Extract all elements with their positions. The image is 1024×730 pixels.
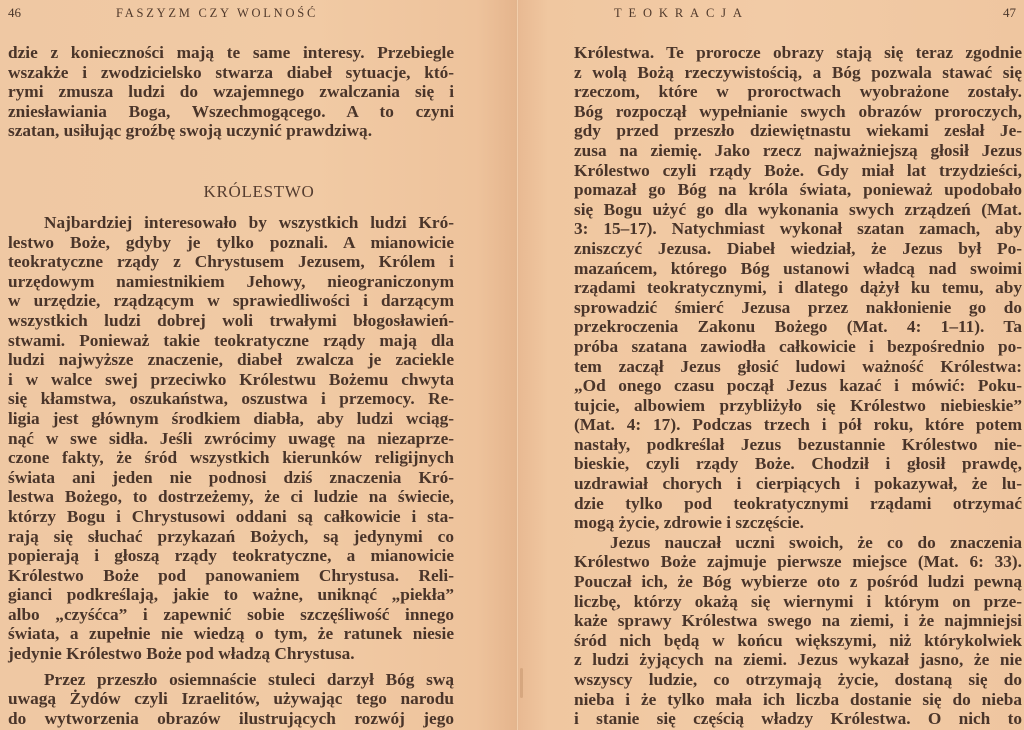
text-line: Królestwo Boże pod panowaniem Chrystusa. Reli-	[8, 565, 454, 585]
text-line: teokratyczne rządy z Chrystusem Jezusem, Królem i	[8, 252, 454, 272]
book-gutter	[516, 0, 519, 730]
running-title-left: FASZYZM CZY WOLNOŚĆ	[116, 6, 319, 20]
text-line: Przez przeszło osiemnaście stuleci darzył Bóg swą	[44, 669, 454, 689]
text-line: „Od onego czasu począł Jezus kazać i mówić: Poku-	[574, 376, 1022, 396]
text-line: którzy Bogu i Chrystusowi oddani są całkowicie i sta-	[8, 506, 454, 526]
text-line: bieskie, czyli rządy Boże. Chodził i głosił prawdę,	[574, 454, 1022, 474]
text-line: zniesławiania Boga, Wszechmogącego. A to czyni	[8, 101, 454, 121]
text-line: rymi zmusza ludzi do wzajemnego zwalczania się i	[8, 82, 454, 102]
paper-crease-mark	[520, 668, 523, 698]
page-number-right: 47	[1003, 5, 1016, 20]
text-line: czone fakty, że śród wszystkich kierunków religijnych	[8, 448, 454, 468]
text-line: zusa na ziemię. Jako rzecz najważniejszą głosił Jezus	[574, 140, 1022, 160]
text-line: Królestwo Boże zajmuje pierwsze miejsce (Mat. 6: 33).	[574, 552, 1022, 572]
text-line: się Bogu użyć go dla wykonania swych zrządzeń (Mat.	[574, 199, 1022, 219]
text-line: wszystkich ludzi dobrej woli trwałymi błogosławień-	[8, 310, 454, 330]
text-line: Pouczał ich, że Bóg wybierze oto z pośród ludzi pewną	[574, 572, 1022, 592]
text-line: w urzędzie, rządzącym w sprawiedliwości i darzącym	[8, 291, 454, 311]
text-line: pomazał go Bóg na króla świata, ponieważ upodobało	[574, 180, 1022, 200]
text-line: urzędowym namiestnikiem Jehowy, nieograniczonym	[8, 271, 454, 291]
text-line: popierają i głoszą rządy teokratyczne, a mianowicie	[8, 546, 454, 566]
text-line: rają się słuchać przykazań Bożych, są jedynymi co	[8, 526, 454, 546]
running-title-right: TEOKRACJA	[614, 6, 749, 20]
text-line: tem zaczął Jezus głosić ludowi ważność Królestwa:	[574, 356, 1022, 376]
text-line: rzeczom, które w proroctwach wyobrażone zostały.	[574, 82, 1022, 102]
text-line: gianci podkreślają, jakie to ważne, uniknąć „piekła”	[8, 585, 454, 605]
text-line: 3: 15–17). Natychmiast wykonał szatan zamach, aby	[574, 219, 1022, 239]
text-line: z wolą Bożą rzeczywistością, a Bóg pozwala stawać się	[574, 62, 1022, 82]
text-line: nąć w swe sidła. Jeśli zwrócimy uwagę na niezaprze-	[8, 428, 454, 448]
text-line: mogą życie, zdrowie i szczęście.	[574, 513, 804, 533]
text-line: ligia jest głównym środkiem diabła, aby ludzi wciąg-	[8, 408, 454, 428]
text-line: lestwo Boże, gdyby je tylko poznali. A mianowicie	[8, 232, 454, 252]
text-line: Najbardziej interesowało by wszystkich ludzi Kró-	[44, 213, 454, 232]
text-line: rządami teokratycznymi, i dlatego dążył ku temu, aby	[574, 278, 1022, 298]
text-line: zniszczyć Jezusa. Diabeł wiedział, że Jezus był Po-	[574, 238, 1022, 258]
text-line: się kłamstwa, oszukaństwa, oszustwa i przemocy. Re-	[8, 389, 454, 409]
text-line: dzie tylko pod teokratycznymi rządami otrzymać	[574, 493, 1022, 513]
text-line: świata ani jeden nie podnosi dziś znaczenia Kró-	[8, 467, 454, 487]
text-line: gdy przed przeszło dziewiętnastu wiekami zesłał Je-	[574, 121, 1022, 141]
text-line: przekroczenia Zakonu Bożego (Mat. 4: 1–11). Ta	[574, 317, 1022, 337]
text-line: stwami. Ponieważ takie teokratyczne rządy mają dla	[8, 330, 454, 350]
text-line: Królestwo czyli rządy Boże. Gdy miał lat trzydzieści,	[574, 160, 1022, 180]
text-line: do wytworzenia obrazów ilustrujących rozwój jego	[8, 708, 454, 728]
text-line: i w walce swej przeciwko Królestwu Bożemu chwyta	[8, 369, 454, 389]
text-line: wszakże i zwodzicielsko stwarza diabeł sytuacje, któ-	[8, 62, 454, 82]
text-line: i stanie się częścią władzy Królestwa. O nich to	[574, 709, 1022, 729]
text-line: świata, a zupełnie nie wiedzą o tym, że ratunek niesie	[8, 624, 454, 644]
text-line: sprowadzić śmierć Jezusa przez nakłonienie go do	[574, 297, 1022, 317]
left-text-block-2	[8, 213, 454, 728]
text-line: jedynie Królestwo Boże pod władzą Chrystusa.	[8, 644, 355, 664]
text-line: tujcie, albowiem przybliżyło się Królestwo niebieskie”	[574, 395, 1022, 415]
text-line: uzdrawiał chorych i cierpiących i pokazywał, że lu-	[574, 474, 1022, 494]
section-heading: KRÓLESTWO	[203, 182, 315, 201]
text-line: Jezus nauczał uczni swoich, że co do znaczenia	[610, 532, 1022, 552]
text-line: nieba i że tylko mała ich liczba dostanie się do nieba	[574, 689, 1022, 709]
text-line: każe sprawy Królestwa swego na ziemi, i że najmniejsi	[574, 611, 1022, 631]
text-line: albo „czyśćca” i zapewnić sobie szczęśliwość innego	[8, 604, 454, 624]
text-line: nastały, podkreślał Jezus bezustannie Królestwo nie-	[574, 434, 1022, 454]
text-line: z ludzi żyjących na ziemi. Jezus wykazał jasno, że nie	[574, 650, 1022, 670]
text-line: ludzi najwyższe znaczenie, diabeł zwalcza je zaciekle	[8, 350, 454, 370]
page-number-left: 46	[8, 5, 21, 20]
text-line: Królestwa. Te prorocze obrazy stają się teraz zgodnie	[574, 43, 1022, 62]
text-line: liczbę, którzy okażą się wiernymi i którym on prze-	[574, 591, 1022, 611]
left-text-block-1	[8, 43, 454, 141]
text-line: szatan, usiłując groźbę swoją uczynić prawdziwą.	[8, 121, 373, 141]
text-line: wszyscy ludzie, co otrzymają życie, dostaną się do	[574, 670, 1022, 689]
text-line: próba szatana zawiodła całkowicie i bezpośrednio po-	[574, 336, 1022, 356]
right-text-block	[574, 43, 1022, 729]
text-line: śród nich będą w końcu większymi, niż którykolwiek	[574, 630, 1022, 650]
text-line: uwagą Żydów czyli Izraelitów, używając tego narodu	[8, 689, 454, 709]
text-line: Bóg rozpoczął wypełnianie swych obrazów proroczych,	[574, 101, 1022, 121]
text-line: (Mat. 4: 17). Podczas trzech i pół roku, które potem	[574, 415, 1022, 435]
text-line: lestwa Bożego, to dostrzeżemy, że ci ludzie na świecie,	[8, 487, 454, 507]
text-line: mazańcem, którego Bóg ustanowi władcą nad swoimi	[574, 258, 1022, 278]
right-page	[518, 0, 1024, 730]
text-line: dzie z konieczności mają te same interesy. Przebiegle	[8, 43, 454, 62]
